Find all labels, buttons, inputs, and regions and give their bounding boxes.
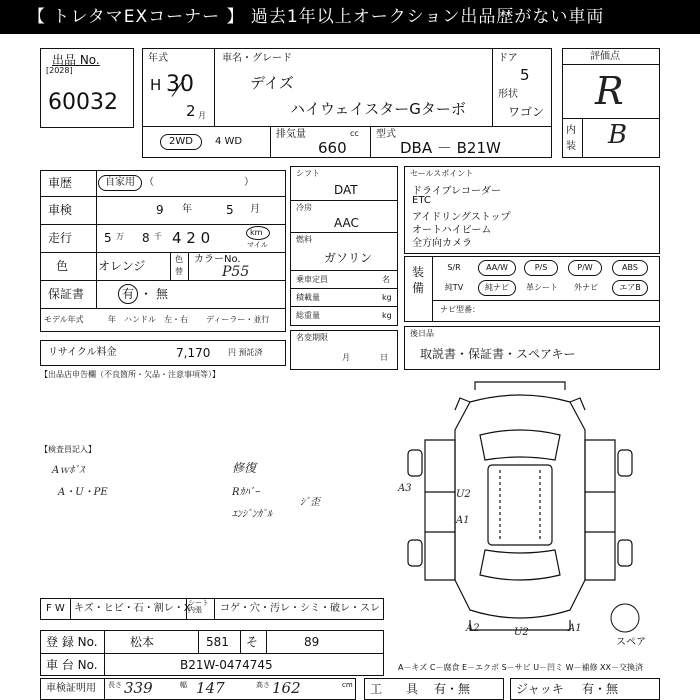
equip-ps: P/S (524, 260, 558, 276)
year-era: H (150, 76, 162, 94)
chassis-label: 車 台 No. (46, 658, 98, 672)
seat-label: シート内張 (188, 599, 209, 614)
diagram-mark-u2: U2 (456, 489, 471, 500)
load-label: 積載量 (296, 293, 320, 302)
header-banner (0, 0, 700, 34)
shift-value: DAT (334, 183, 358, 197)
registration-label: 登 録 No. (46, 635, 98, 649)
sales-point-item: ドライブレコーダー (412, 186, 501, 197)
seat-items: コゲ・穴・汚レ・シミ・破レ・スレ (220, 603, 380, 614)
mileage-rest: 4 2 0 (172, 229, 211, 247)
year-value: 30 (166, 72, 194, 97)
passengers-unit: 名 (382, 275, 390, 284)
inspection-month-unit: 月 (250, 204, 260, 215)
equip-airbag: エアB (612, 280, 648, 296)
diagram-mark-u2b: U2 (514, 627, 529, 638)
name-change-month: 月 (342, 353, 350, 362)
mileage-man: 5 (104, 231, 112, 245)
km-unit: km (250, 228, 263, 237)
tools-value: 有・無 (434, 682, 471, 696)
equip-abs: ABS (612, 260, 648, 276)
inspector-note-right-2: ｴﾝｼﾞﾝｶﾞﾙ (232, 509, 272, 520)
history-label: 車歴 (48, 176, 73, 190)
cert-label: 車検証明用 (46, 683, 96, 694)
cert-len: 339 (124, 679, 153, 697)
grade-label: 評価点 (590, 51, 620, 62)
warranty-no: 無 (156, 287, 169, 301)
name-change-day: 日 (380, 353, 388, 362)
inspection-label: 車検 (48, 203, 73, 217)
drive-2wd-circled: 2WD (160, 134, 202, 150)
equipment-label-2: 備 (412, 281, 425, 295)
car-diagram (400, 380, 640, 640)
displacement-label: 排気量 (276, 129, 306, 140)
warranty-yes: 有 (122, 287, 135, 301)
chassis-value: B21W-0474745 (180, 658, 273, 672)
registration-class: 581 (206, 635, 229, 649)
passengers-label: 乗車定員 (296, 275, 328, 284)
diagram-mark-a1: A1 (456, 515, 470, 526)
sales-point-item: 全方向カメラ (412, 238, 472, 249)
model-year-label: モデル年式 (44, 315, 84, 324)
doors-value: 5 (520, 66, 530, 84)
sales-point-list (412, 182, 511, 247)
registration-num: 89 (304, 635, 320, 649)
warranty-sep: ・ (140, 287, 153, 301)
jack-label: ジャッキ (516, 682, 564, 696)
diagram-mark-a3: A3 (398, 483, 412, 494)
diagram-mark-a2: A2 (466, 623, 480, 634)
equip-pw: P/W (568, 260, 602, 276)
doors-label: ドア (498, 53, 518, 64)
load-unit: kg (382, 293, 392, 302)
handle-text: ハンドル 左・右 (124, 315, 188, 324)
interior-label-2: 装 (566, 141, 576, 152)
navi-model-label: ナビ型番： (440, 305, 480, 314)
recycle-suffix: 円 預託済 (228, 348, 263, 357)
mileage-sen: 8 (142, 231, 150, 245)
registration-kana: そ (246, 635, 259, 649)
shape-label: 形状 (498, 89, 518, 100)
grade-score: R (595, 69, 624, 113)
sales-point-label: セールスポイント (410, 169, 474, 178)
registration-place: 松本 (130, 635, 155, 649)
fuel-label: 燃料 (296, 235, 312, 244)
inspector-label: 【検査員記入】 (40, 445, 96, 454)
recycle-label: リサイクル料金 (48, 347, 117, 358)
lot-code: [2028] (46, 66, 73, 75)
interior-score: B (608, 120, 628, 150)
jack-value: 有・無 (582, 682, 619, 696)
cert-wid: 147 (196, 679, 225, 697)
spare-label: スペア (616, 637, 646, 648)
equipment-label-1: 装 (412, 265, 425, 279)
color-value: オレンジ (98, 259, 146, 273)
cert-hei: 162 (272, 679, 301, 697)
diagram-mark-a1b: A1 (568, 623, 582, 634)
gross-label: 総重量 (296, 311, 320, 320)
displacement-value: 660 (318, 139, 347, 157)
drive-4wd: 4 WD (215, 136, 243, 147)
year-month-unit: 月 (198, 111, 206, 120)
lot-label: 出品 No. (52, 53, 100, 67)
cert-hei-label: 高さ (256, 681, 270, 689)
shift-label: シフト (296, 169, 320, 178)
shape-value: ワゴン (508, 105, 545, 119)
year-label: 年式 (148, 53, 168, 64)
recycle-value: 7,170 (176, 346, 211, 360)
history-paren: （ ） (144, 177, 254, 188)
equip-navi: 純ナビ (478, 280, 516, 296)
aircon-value: AAC (334, 216, 359, 230)
year-month: 2 (186, 102, 196, 120)
lot-number: 60032 (48, 90, 118, 115)
mile-unit: マイル (247, 241, 268, 249)
sales-point-item: アイドリングストップ (412, 212, 511, 223)
history-value-circled: 自家用 (98, 175, 142, 191)
type-label: 型式 (376, 129, 396, 140)
declaration-label: 【出品店申告欄（不良箇所・欠品・注意事項等）】 (40, 370, 220, 379)
color-change-1: 色 (175, 255, 183, 264)
model-name: デイズ (250, 74, 294, 92)
color-label: 色 (56, 259, 69, 273)
inspection-year-unit: 年 (182, 204, 192, 215)
damage-legend: A－キズ C－腐食 E－エクボ S－サビ U－凹ミ W－補修 XX－交換済 (398, 663, 644, 672)
inspection-year: 9 (156, 203, 164, 217)
dealer-text: ディーラー・並行 (206, 315, 270, 324)
mileage-sen-unit: 千 (154, 232, 162, 241)
cert-wid-label: 幅 (180, 681, 187, 689)
model-grade: ハイウェイスターGターボ (290, 100, 466, 118)
sales-point-item: オートハイビーム (412, 225, 492, 236)
gross-unit: kg (382, 311, 392, 320)
inspector-note-left-0: Aｗﾎﾞｽ (52, 465, 85, 476)
aircon-label: 冷房 (296, 203, 312, 212)
equip-tv: 純TV (444, 283, 464, 292)
cert-cm: cm (342, 681, 353, 689)
attachments-label: 後日品 (410, 329, 434, 338)
cert-len-label: 長さ (108, 681, 122, 689)
inspector-note-right-1: Rｶﾊﾞｰ (232, 487, 260, 498)
displacement-unit: cc (350, 129, 359, 138)
attachments-value: 取説書・保証書・スペアキー (420, 347, 576, 361)
color-change-2: 替 (175, 267, 183, 276)
mileage-label: 走行 (48, 231, 73, 245)
fw-items: キズ・ヒビ・石・割レ・X (74, 603, 191, 614)
model-year-unit: 年 (108, 315, 116, 324)
type-value: DBA － B21W (400, 139, 501, 157)
fw-label: F W (46, 603, 65, 614)
inspector-note-left-1: A・U・PE (58, 487, 108, 498)
sales-point-item: ETC (412, 195, 431, 206)
mileage-man-unit: 万 (116, 232, 124, 241)
color-no-label: カラーNo. (194, 254, 241, 265)
inspector-note-right-0: 修復 (232, 461, 257, 475)
name-change-label: 名変期限 (296, 333, 328, 342)
color-no-value: P55 (222, 264, 250, 280)
equip-aaw: AA/W (478, 260, 516, 276)
banner-text: 【 トレタマEXコーナー 】 過去1年以上オークション出品歴がない車両 (28, 7, 605, 27)
fuel-value: ガソリン (324, 251, 373, 265)
equip-leather: 革シート (526, 283, 558, 292)
equip-ext-navi: 外ナビ (574, 283, 598, 292)
equip-sr: S/R (447, 263, 461, 272)
model-label: 車名・グレード (222, 53, 292, 64)
interior-label-1: 内 (566, 125, 576, 136)
inspector-note-right-3: ｼﾞ歪 (300, 497, 320, 508)
inspection-month: 5 (226, 203, 234, 217)
tools-label: 工 具 (370, 682, 419, 696)
warranty-label: 保証書 (48, 287, 85, 301)
